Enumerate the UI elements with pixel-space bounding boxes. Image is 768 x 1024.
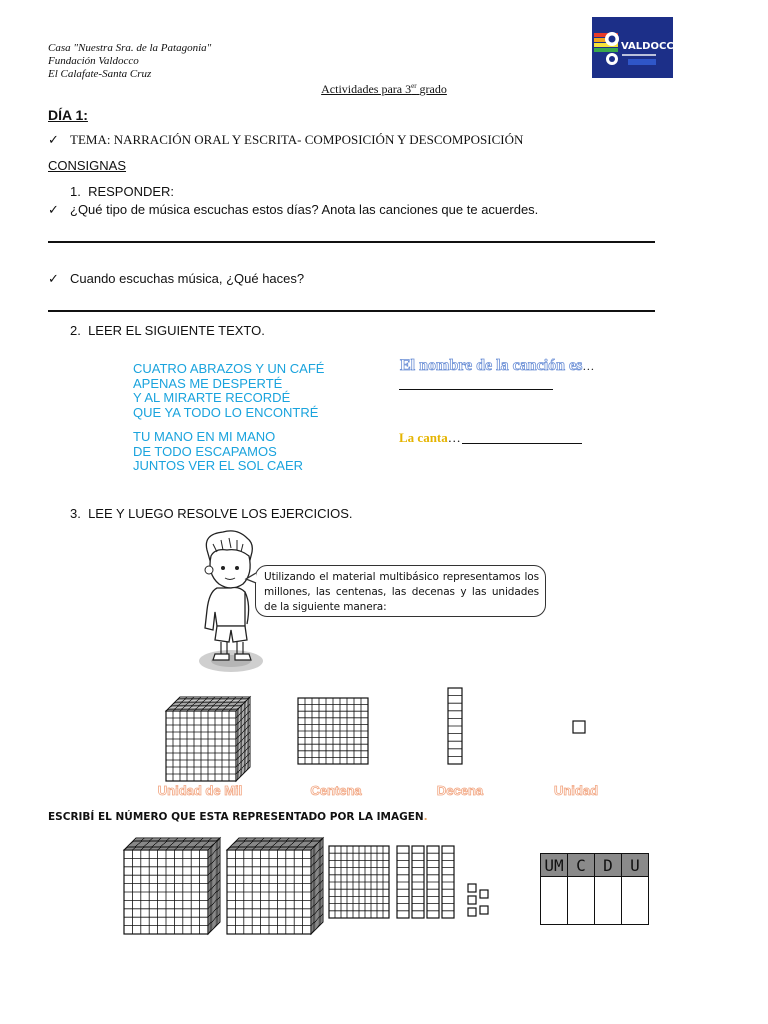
- unit-cube-icon: [468, 884, 476, 892]
- check-icon: ✓: [48, 272, 59, 287]
- exercise-prompt-text: ESCRIBÍ EL NÚMERO QUE ESTA REPRESENTADO POR LA IMAGEN: [48, 811, 424, 823]
- question-1-text: ¿Qué tipo de música escuchas estos días? Anota las canciones que te acuerdes.: [70, 202, 539, 217]
- label-unidad: Unidad: [553, 783, 599, 798]
- question-2-text: Cuando escuchas música, ¿Qué haces?: [70, 271, 305, 286]
- item-1: [70, 184, 174, 199]
- thousand-cube-icon: [124, 838, 220, 934]
- artist-prompt-text: La canta: [399, 430, 448, 445]
- answer-cell-u[interactable]: [622, 877, 649, 925]
- column-header-um: UM: [541, 854, 568, 877]
- song-title-dots: …: [582, 359, 595, 373]
- song-line: CUATRO ABRAZOS Y UN CAFÉ: [133, 361, 325, 376]
- item-3: [70, 506, 353, 521]
- item-1-number: 1.: [70, 184, 81, 199]
- logo-text: VALDOCCO: [621, 41, 683, 52]
- answer-cell-c[interactable]: [568, 877, 595, 925]
- artist-blank[interactable]: [462, 443, 582, 444]
- answer-cell-d[interactable]: [595, 877, 622, 925]
- song-line: QUE YA TODO LO ENCONTRÉ: [133, 404, 319, 420]
- thousand-cube-icon-front: [124, 850, 208, 934]
- check-icon: ✓: [48, 133, 59, 148]
- page-title: [0, 82, 768, 97]
- column-header-c: C: [568, 854, 595, 877]
- base10-blocks-exercise: [120, 832, 500, 932]
- tema-line: [48, 132, 523, 148]
- item-2-label: LEER EL SIGUIENTE TEXTO.: [88, 323, 265, 338]
- tema-text: TEMA: NARRACIÓN ORAL Y ESCRITA- COMPOSICIÓN Y DESCOMPOSICIÓN: [70, 132, 524, 147]
- item-3-label: LEE Y LUEGO RESOLVE LOS EJERCICIOS.: [88, 506, 353, 521]
- song-line: APENAS ME DESPERTÉ: [133, 375, 283, 391]
- speech-bubble: [255, 565, 546, 617]
- unit-cube-icon: [468, 908, 476, 916]
- answer-line-2[interactable]: [48, 310, 655, 312]
- hundred-flat-icon: [329, 846, 389, 918]
- song-line: Y AL MIRARTE RECORDÉ: [133, 390, 291, 405]
- question-2: [48, 271, 304, 287]
- item-1-label: RESPONDER:: [88, 184, 175, 199]
- ten-rod-icon: [427, 846, 439, 918]
- speech-bubble-text: Utilizando el material multibásico representamos los millones, las centenas, las decenas y las unidades de la siguiente manera:: [264, 571, 539, 613]
- speech-bubble-tail: [245, 571, 259, 585]
- thousand-cube-icon: [166, 697, 250, 781]
- artist-prompt: [399, 430, 461, 446]
- song-stanza-2: [133, 430, 303, 474]
- question-1: [48, 202, 538, 218]
- unit-cube-icon: [468, 896, 476, 904]
- song-title-text: El nombre de la canción es: [400, 357, 583, 374]
- title-grade: grado: [419, 82, 447, 96]
- place-value-table: [540, 853, 649, 925]
- item-2-number: 2.: [70, 323, 81, 338]
- base10-blocks-reference: [160, 680, 600, 770]
- column-header-u: U: [622, 854, 649, 877]
- answer-cell-um[interactable]: [541, 877, 568, 925]
- song-title-blank[interactable]: [399, 389, 553, 390]
- header-line-2: Fundación Valdocco: [48, 55, 139, 67]
- song-line: DE TODO ESCAPAMOS: [133, 443, 277, 459]
- unit-cube-icon: [573, 721, 585, 733]
- answer-line-1[interactable]: [48, 241, 655, 243]
- label-decena: Decena: [436, 783, 484, 798]
- item-3-number: 3.: [70, 506, 81, 521]
- label-centena: Centena: [310, 783, 362, 798]
- check-icon: ✓: [48, 203, 59, 218]
- consignas-heading: CONSIGNAS: [48, 158, 127, 173]
- song-line: JUNTOS VER EL SOL CAER: [133, 458, 304, 473]
- unit-cube-icon: [480, 890, 488, 898]
- hundred-flat-icon: [298, 698, 368, 764]
- exercise-prompt: [48, 811, 428, 823]
- title-superscript: er: [411, 82, 417, 90]
- ten-rod-icon: [412, 846, 424, 918]
- thousand-cube-icon: [227, 838, 323, 934]
- thousand-cube-icon-front: [166, 711, 236, 781]
- ten-rod-icon: [397, 846, 409, 918]
- artist-prompt-dots: …: [447, 430, 461, 445]
- song-stanza-1: [133, 362, 324, 420]
- title-main: Actividades para 3: [321, 82, 412, 96]
- exercise-prompt-dot: .: [423, 811, 428, 823]
- day-heading: DÍA 1:: [48, 107, 88, 123]
- valdocco-logo: [592, 17, 683, 78]
- header-line-1: Casa "Nuestra Sra. de la Patagonia": [48, 42, 212, 54]
- song-title-prompt: [400, 357, 594, 375]
- header-line-3: El Calafate-Santa Cruz: [48, 68, 152, 80]
- song-line: TU MANO EN MI MANO: [133, 429, 276, 444]
- ten-rod-icon: [448, 688, 462, 764]
- column-header-d: D: [595, 854, 622, 877]
- unit-cube-icon: [480, 906, 488, 914]
- thousand-cube-icon-front: [227, 850, 311, 934]
- item-2: [70, 323, 265, 338]
- ten-rod-icon: [442, 846, 454, 918]
- institution-header: [48, 42, 211, 81]
- label-unidad-de-mil: Unidad de Mil: [157, 783, 243, 798]
